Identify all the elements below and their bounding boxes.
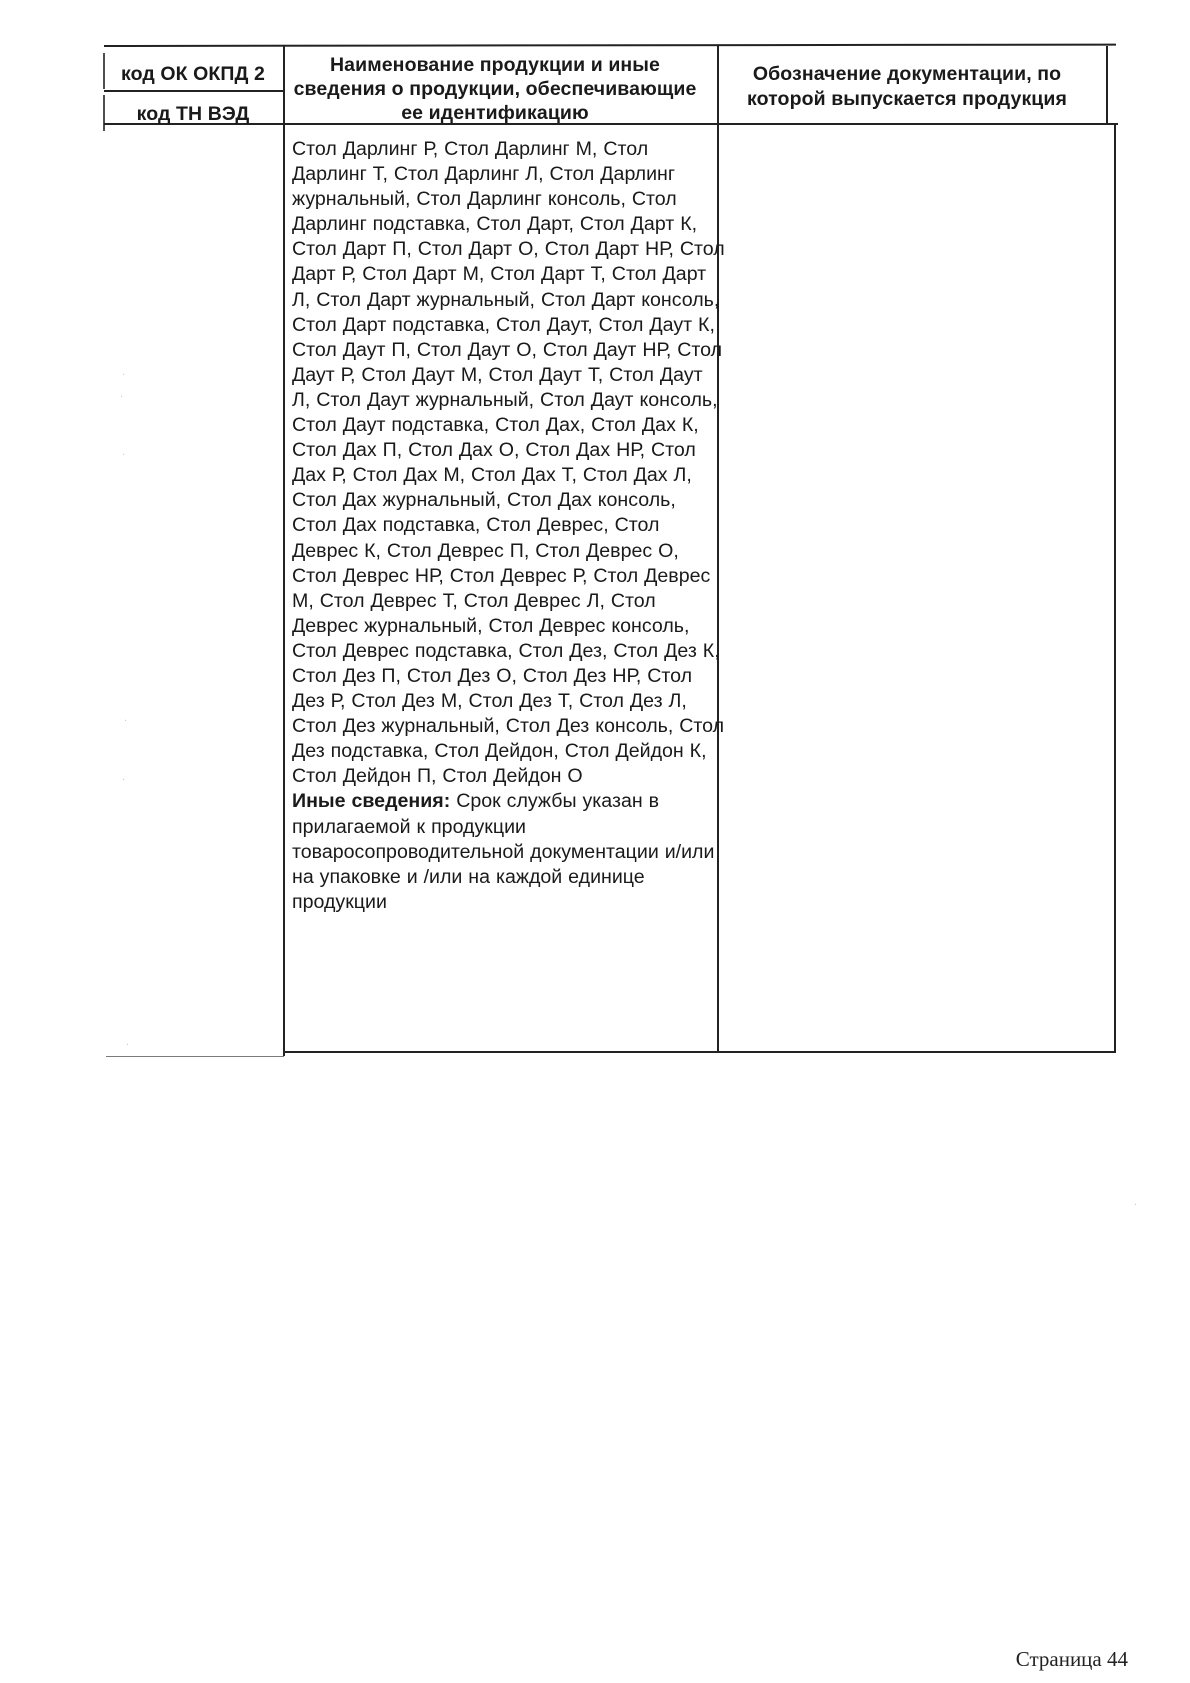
header-tnved-code: код ТН ВЭД: [136, 103, 250, 125]
header-product-name: Наименование продукции и иные сведения о продукции, обеспечивающие ее идентификацию: [293, 54, 697, 124]
header-documentation: Обозначение документации, по которой выпускается продукция: [747, 63, 1067, 110]
header-okpd-code: код ОК ОКПД 2: [121, 63, 265, 85]
page-number: Страница 44: [1015, 1647, 1128, 1671]
product-description-cell: [292, 137, 726, 915]
scan-speck: ·: [1134, 1200, 1138, 1211]
product-list: Стол Дарлинг Р, Стол Дарлинг М, Стол Дарлинг Т, Стол Дарлинг Л, Стол Дарлинг журнальный, Стол Дарлинг консоль, Стол Дарлинг подставка, Стол Дарт, Стол Дарт К, Стол Дарт П, Стол Дарт О, Стол Дарт НР, Стол Дарт Р, Стол Дарт М, Стол Дарт Т, Стол Дарт Л, Стол Дарт журнальный, Стол Дарт консоль, Стол Дарт подставка, Стол Даут, Стол Даут К, Стол Даут П, Стол Даут О, Стол Даут НР, Стол Даут Р, Стол Даут М, Стол Даут Т, Стол Даут Л, Стол Даут журнальный, Стол Даут консоль, Стол Даут подставка, Стол Дах, Стол Дах К, Стол Дах П, Стол Дах О, Стол Дах НР, Стол Дах Р, Стол Дах М, Стол Дах Т, Стол Дах Л, Стол Дах журнальный, Стол Дах консоль, Стол Дах подставка, Стол Деврес, Стол Деврес К, Стол Деврес П, Стол Деврес О, Стол Деврес НР, Стол Деврес Р, Стол Деврес М, Стол Деврес Т, Стол Деврес Л, Стол Деврес журнальный, Стол Деврес консоль, Стол Деврес подставка, Стол Дез, Стол Дез К, Стол Дез П, Стол Дез О, Стол Дез НР, Стол Дез Р, Стол Дез М, Стол Дез Т, Стол Дез Л, Стол Дез журнальный, Стол Дез консоль, Стол Дез подставка, Стол Дейдон, Стол Дейдон К, Стол Дейдон П, Стол Дейдон О: [292, 138, 725, 788]
scan-speck: ·: [120, 392, 124, 403]
scan-speck: ·: [122, 370, 126, 381]
scan-speck: ·: [124, 716, 128, 727]
other-info-label: Иные сведения:: [292, 790, 451, 813]
other-info-text: Срок службы указан в прилагаемой к продукции товаросопроводительной документации и/или на упаковке и /или на каждой единице продукции: [292, 790, 715, 913]
scan-speck: ·: [126, 1040, 130, 1051]
scan-speck: ·: [122, 775, 126, 786]
scan-speck: ·: [122, 450, 126, 461]
